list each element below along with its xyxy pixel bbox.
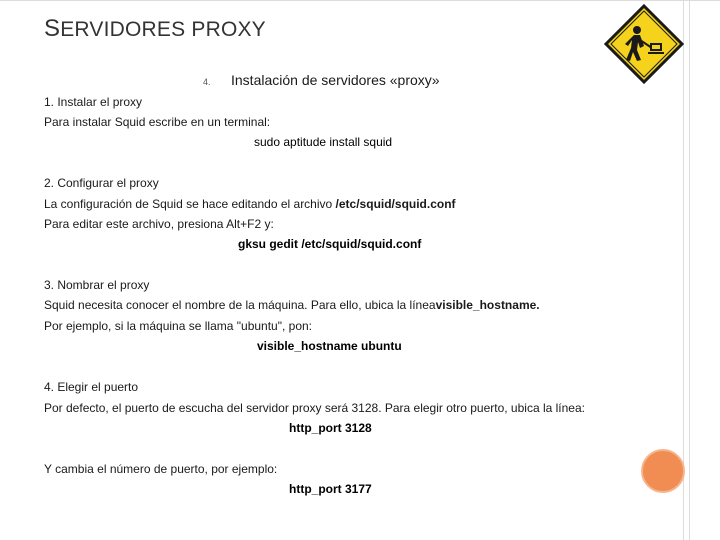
config-file-path: /etc/squid/squid.conf	[335, 197, 456, 211]
section4-text: Por defecto, el puerto de escucha del servidor proxy será 3128. Para elegir otro puerto, ubica la línea:	[44, 401, 585, 415]
section3-text: Squid necesita conocer el nombre de la máquina. Para ello, ubica la líneavisible_hostname.	[44, 298, 540, 312]
section3-heading: 3. Nombrar el proxy	[44, 278, 150, 292]
section2-command: gksu gedit /etc/squid/squid.conf	[238, 237, 422, 251]
section1-heading: 1. Instalar el proxy	[44, 95, 143, 109]
construction-worker-sign-icon	[604, 4, 684, 84]
section4-command2: http_port 3177	[289, 482, 372, 496]
page-title: SERVIDORES PROXY	[44, 15, 266, 42]
top-border	[0, 0, 720, 1]
section4-heading: 4. Elegir el puerto	[44, 380, 139, 394]
section1-text: Para instalar Squid escribe en un terminal:	[44, 115, 271, 129]
orange-circle-decoration	[641, 449, 685, 493]
subtitle: Instalación de servidores «proxy»	[231, 72, 440, 88]
hostname-keyword: visible_hostname.	[435, 298, 540, 312]
right-border-outer	[689, 0, 690, 540]
section2-heading: 2. Configurar el proxy	[44, 176, 159, 190]
section3-text2: Por ejemplo, si la máquina se llama "ubuntu", pon:	[44, 319, 313, 333]
subtitle-number: 4.	[203, 77, 211, 87]
section3-command: visible_hostname ubuntu	[257, 339, 402, 353]
section4-text2: Y cambia el número de puerto, por ejemplo:	[44, 462, 278, 476]
section1-command: sudo aptitude install squid	[254, 135, 393, 149]
section4-command: http_port 3128	[289, 421, 372, 435]
section2-text2: Para editar este archivo, presiona Alt+F2 y:	[44, 217, 274, 231]
section2-text: La configuración de Squid se hace editando el archivo /etc/squid/squid.conf	[44, 197, 456, 211]
